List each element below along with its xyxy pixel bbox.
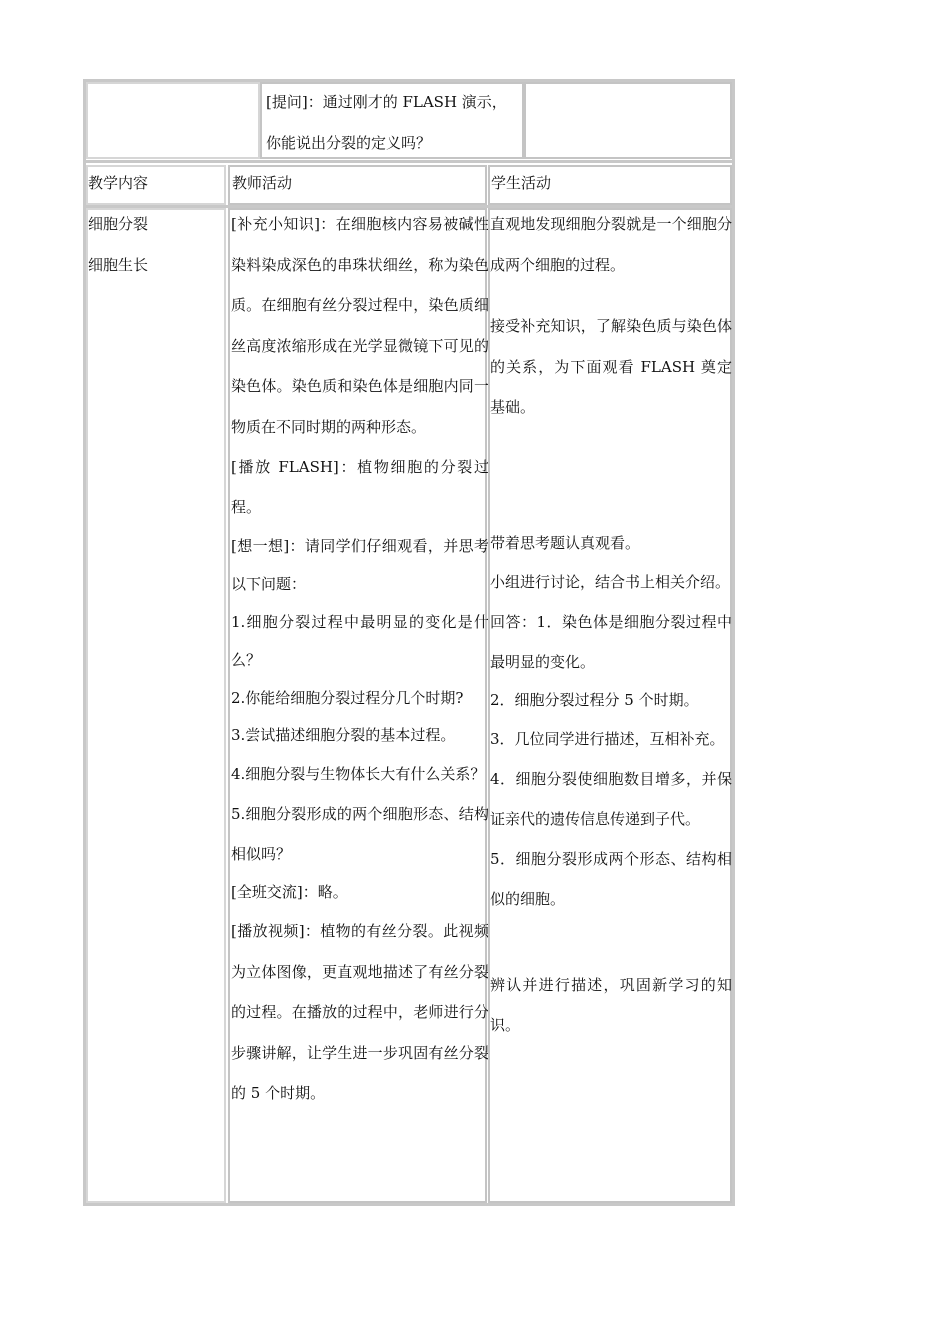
top-row-empty-cell-right [524, 82, 732, 159]
student-answer-4: 4．细胞分裂使细胞数目增多，并保证亲代的遗传信息传递到子代。 [490, 769, 732, 828]
student-group-discussion: 小组进行讨论，结合书上相关介绍。 [490, 572, 731, 591]
teacher-think-prompt: [想一想]：请同学们仔细观看，并思考以下问题： [231, 537, 489, 593]
student-watch-with-questions: 带着思考题认真观看。 [490, 533, 641, 552]
teacher-question-3: 3.尝试描述细胞分裂的基本过程。 [231, 726, 456, 744]
content-cell-teacher [228, 208, 487, 1203]
teacher-supplement-knowledge: [补充小知识]：在细胞核内容易被碱性染料染成深色的串珠状细丝，称为染色质。在细胞有丝分裂过程中，染色质细丝高度浓缩形成在光学显微镜下可见的染色体。染色质和染色体是细胞内同一物质在不同时期的两种形态。 [231, 215, 489, 436]
teacher-question-2: 2.你能给细胞分裂过程分几个时期? [231, 689, 464, 707]
student-accept-knowledge: 接受补充知识，了解染色质与染色体的关系，为下面观看 FLASH 奠定基础。 [490, 317, 732, 416]
student-answer-3: 3．几位同学进行描述，互相补充。 [490, 729, 725, 748]
question-line-1: [提问]：通过刚才的 FLASH 演示， [266, 93, 507, 111]
teacher-question-5: 5.细胞分裂形成的两个细胞形态、结构相似吗？ [231, 805, 489, 863]
question-line-2: 你能说出分裂的定义吗？ [266, 133, 432, 152]
header-cell-student [488, 165, 732, 205]
teacher-play-flash: [播放 FLASH]：植物细胞的分裂过程。 [231, 458, 489, 516]
header-cell-teacher [228, 165, 487, 205]
top-row-question-cell [260, 82, 524, 159]
teacher-question-1: 1.细胞分裂过程中最明显的变化是什么？ [231, 613, 489, 669]
content-cell-topics [86, 208, 226, 1203]
teacher-play-video: [播放视频]：植物的有丝分裂。此视频为立体图像，更直观地描述了有丝分裂的过程。在播放的过程中，老师进行分步骤讲解，让学生进一步巩固有丝分裂的 5 个时期。 [231, 922, 489, 1102]
student-identify-describe: 辨认并进行描述，巩固新学习的知识。 [490, 975, 732, 1034]
content-cell-student [488, 208, 732, 1203]
teacher-class-exchange: [全班交流]：略。 [231, 883, 348, 901]
teacher-question-4: 4.细胞分裂与生物体长大有什么关系？ [231, 765, 486, 783]
topic-cell-division: 细胞分裂 [88, 215, 149, 233]
student-observe-division: 直观地发现细胞分裂就是一个细胞分成两个细胞的过程。 [490, 215, 732, 274]
header-col3: 学生活动 [491, 174, 552, 192]
row-divider [83, 160, 735, 163]
header-col2: 教师活动 [232, 174, 293, 192]
student-answer-5: 5．细胞分裂形成两个形态、结构相似的细胞。 [490, 849, 732, 908]
student-answer-2: 2．细胞分裂过程分 5 个时期。 [490, 690, 699, 709]
header-cell-content [86, 165, 226, 205]
header-col1: 教学内容 [88, 174, 149, 192]
top-row-empty-cell-left [86, 82, 260, 159]
topic-cell-growth: 细胞生长 [88, 255, 149, 274]
student-answer-1: 回答：1．染色体是细胞分裂过程中最明显的变化。 [490, 612, 732, 671]
